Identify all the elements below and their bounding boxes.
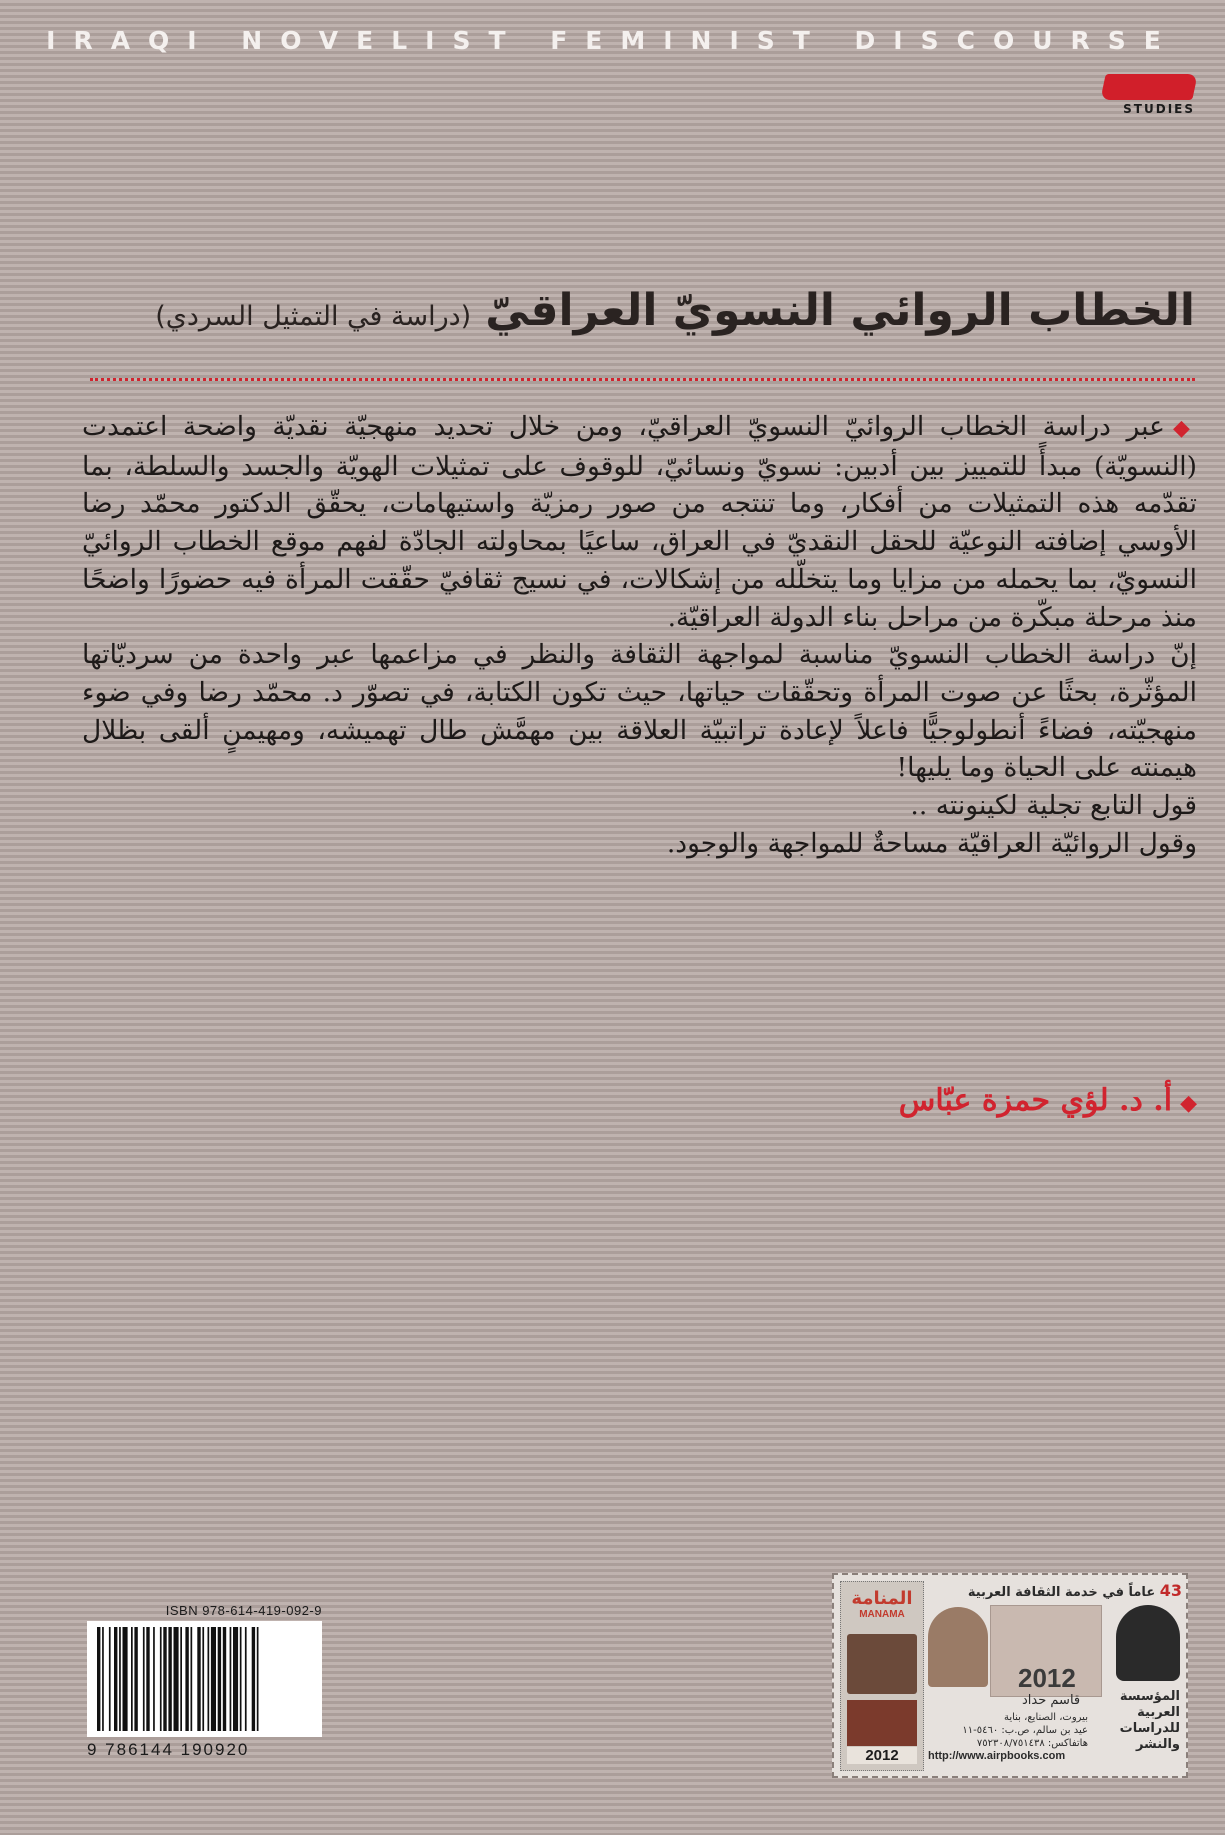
barcode-bar	[223, 1627, 226, 1731]
award-stamp-block	[832, 1573, 1188, 1778]
manama-en-label: MANAMA	[859, 1609, 905, 1620]
publisher-name-line: للدراسات	[1119, 1721, 1180, 1736]
publisher-name-line: العربية	[1137, 1705, 1180, 1720]
barcode-bar	[191, 1627, 193, 1731]
publisher-logo-mark	[1100, 74, 1198, 100]
bullet-icon: ◆	[1172, 416, 1197, 441]
portrait-photo-icon	[928, 1607, 988, 1687]
award-year: 2012	[1018, 1663, 1076, 1693]
series-title: IRAQI NOVELIST FEMINIST DISCOURSE	[46, 26, 1179, 55]
barcode-bar	[134, 1627, 137, 1731]
barcode-bar	[240, 1627, 242, 1731]
barcode-bar	[202, 1627, 204, 1731]
barcode-number: 9 786144 190920	[87, 1740, 250, 1759]
barcode-bar	[143, 1627, 145, 1731]
author-bullet-icon: ◆	[1180, 1090, 1197, 1116]
barcode-bar	[208, 1627, 210, 1731]
contact-line: عيد بن سالم، ص.ب: ٥٤٦٠-١١	[962, 1725, 1088, 1736]
barcode-bar	[180, 1627, 182, 1731]
anniversary-header	[926, 1581, 1182, 1600]
barcode-bar	[153, 1627, 155, 1731]
publisher-name-line: والنشر	[1135, 1737, 1180, 1752]
award-name: قاسم حداد	[1022, 1693, 1081, 1708]
publisher-logo	[1100, 74, 1195, 120]
barcode-bars	[97, 1627, 312, 1731]
barcode-bar	[218, 1627, 221, 1731]
publisher-stamp	[926, 1581, 1182, 1771]
barcode-bar	[131, 1627, 133, 1731]
barcode-bar	[233, 1627, 238, 1731]
anniversary-number: 43	[1159, 1581, 1182, 1600]
blurb-paragraph-1	[82, 408, 1197, 636]
barcode-bar	[174, 1627, 179, 1731]
publisher-url[interactable]: http://www.airpbooks.com	[928, 1750, 1066, 1762]
barcode-bar	[146, 1627, 149, 1731]
blurb-paragraph-2: إنّ دراسة الخطاب النسويّ مناسبة لمواجهة الثقافة والنظر في مزاعمها عبر واحدة من سرديّاتها المؤثّرة، بحثًا عن صوت المرأة وتحقّقات حياتها، حيث تكون الكتابة، في تصوّر د. محمّد رضا وفي ضوء منهجيّته، فضاءً أنطولوجيًّا فاعلاً لإعادة تراتبيّة العلاقة بين مهمَّش طال تهميشه، ومهيمنٍ ألقى بظلال هيمنته على الحياة وما يليها!	[82, 639, 1197, 784]
barcode-bar	[197, 1627, 200, 1731]
book-title	[25, 285, 1195, 336]
author-name: أ. د. لؤي حمزة عبّاس	[898, 1083, 1173, 1118]
dotted-divider	[90, 378, 1195, 381]
publisher-name	[1102, 1689, 1180, 1753]
airp-logo-icon	[1116, 1605, 1180, 1681]
book-title-main: الخطاب الروائي النسويّ العراقيّ	[485, 285, 1195, 336]
publisher-name-line: المؤسسة	[1119, 1689, 1180, 1704]
barcode-bar	[163, 1627, 166, 1731]
barcode-bar	[102, 1627, 104, 1731]
manama-emblem-icon	[847, 1634, 917, 1694]
barcode-bar	[252, 1627, 255, 1731]
manama-stamp	[840, 1581, 924, 1771]
barcode-bar	[245, 1627, 247, 1731]
book-title-sub: (دراسة في التمثيل السردي)	[155, 301, 472, 332]
blurb	[82, 408, 1197, 862]
barcode-bar	[230, 1627, 232, 1731]
publisher-logo-text: STUDIES	[1123, 102, 1195, 116]
barcode	[87, 1621, 322, 1737]
barcode-bar	[97, 1627, 100, 1731]
blurb-paragraph-4: وقول الروائيّة العراقيّة مساحةٌ للمواجهة والوجود.	[666, 827, 1197, 859]
barcode-bar	[211, 1627, 216, 1731]
calligraphy-art-icon	[847, 1700, 917, 1746]
manama-year: 2012	[847, 1747, 917, 1764]
manama-ar-label: المنامة	[851, 1588, 913, 1609]
barcode-block	[87, 1603, 322, 1783]
publisher-contact	[928, 1711, 1088, 1763]
blurb-paragraph-3: قول التابع تجلية لكينونته ..	[910, 790, 1197, 822]
barcode-bar	[109, 1627, 111, 1731]
isbn-label: ISBN 978-614-419-092-9	[165, 1603, 322, 1618]
barcode-bar	[119, 1627, 121, 1731]
barcode-bar	[160, 1627, 162, 1731]
anniversary-text: عاماً في خدمة الثقافة العربية	[967, 1585, 1156, 1600]
barcode-bar	[114, 1627, 117, 1731]
barcode-bar	[185, 1627, 188, 1731]
barcode-bar	[257, 1627, 259, 1731]
barcode-bar	[168, 1627, 171, 1731]
author-signature	[697, 1083, 1197, 1118]
contact-line: بيروت، الصنايع، بناية	[1003, 1712, 1088, 1723]
blurb-paragraph-1-text: عبر دراسة الخطاب الروائيّ النسويّ العراقيّ، ومن خلال تحديد منهجيّة نقديّة واضحة اعتمدت (النسويّة) مبدأً للتمييز بين أدبين: نسويّ ونسائيّ، للوقوف على تمثيلات الهويّة والجسد والسلطة، بما تقدّمه هذه التمثيلات من أفكار، وما تنتجه من صور رمزيّة واستيهامات، يحقّق الدكتور محمّد رضا الأوسي إضافته النوعيّة للحقل النقديّ في العراق، ساعيًا بمحاولته الجادّة لفهم موقع الخطاب الروائيّ النسويّ، بما يحمله من مزايا وما يتخلّله من إشكالات، في نسيج ثقافيّ حقّقت المرأة فيه حضورًا واضحًا منذ مرحلة مبكّرة من مراحل بناء الدولة العراقيّة.	[82, 411, 1197, 633]
contact-line: هاتفاكس: ٧٥٢٣٠٨/٧٥١٤٣٨	[976, 1738, 1088, 1749]
barcode-bar	[123, 1627, 128, 1731]
